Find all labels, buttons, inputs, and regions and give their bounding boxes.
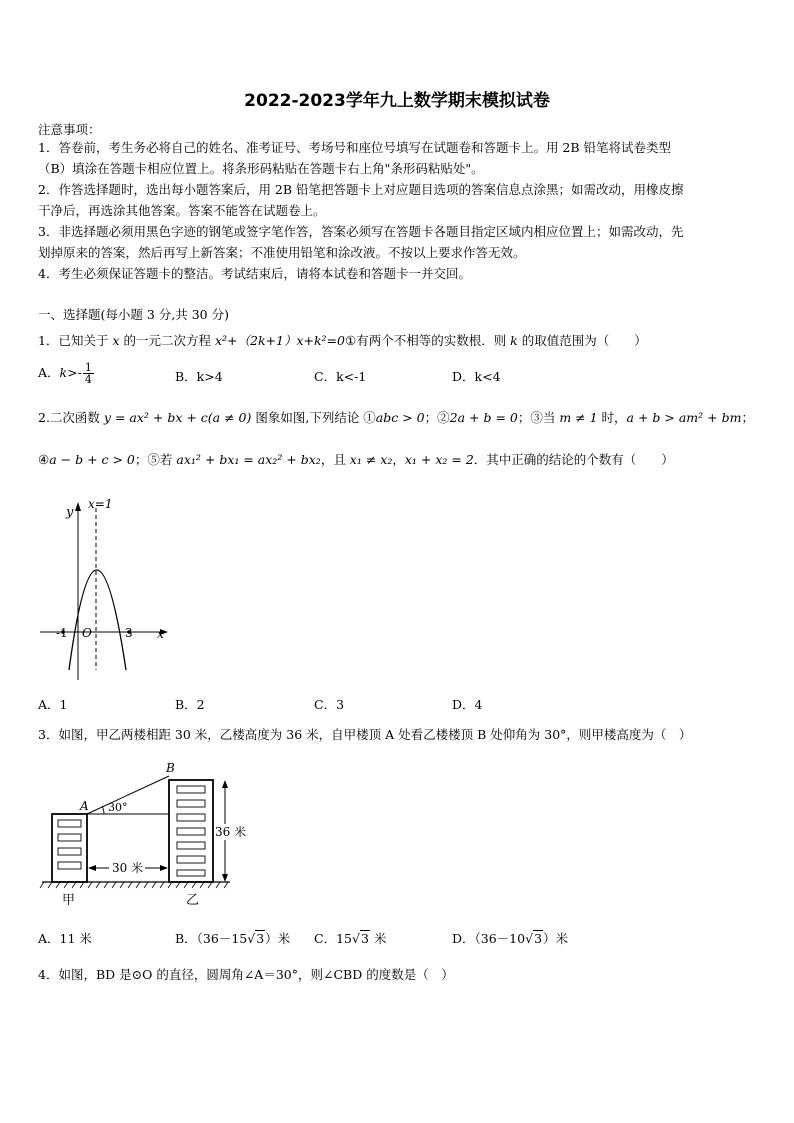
notice-line: 1．答卷前，考生务必将自己的姓名、准考证号、考场号和座位号填写在试题卷和答题卡上。用 2B 铅笔将试卷类型 [38, 140, 672, 155]
arrow-head [222, 874, 228, 882]
notice-line: 4．考生必须保证答题卡的整洁。考试结束后，请将本试卷和答题卡一并交回。 [38, 266, 471, 281]
fraction: $\frac{1}{4}$ [84, 361, 92, 386]
arrow-head [160, 865, 168, 871]
height-label: 36 米 [215, 825, 247, 839]
x-axis-label: x [157, 627, 164, 641]
q2-option-b[interactable]: B．2 [175, 697, 205, 712]
notice-heading: 注意事项： [38, 122, 101, 137]
question-4-text: 4．如图，BD 是⊙O 的直径，圆周角∠A＝30°，则∠CBD 的度数是（ ） [38, 967, 454, 982]
question-2-line-1: 2.二次函数 y = ax² + bx + c(a ≠ 0) 图象如图,下列结论 ①abc > 0；②2a + b = 0；③当 m ≠ 1 时，a + b > am² + bm； [38, 410, 754, 425]
y-axis-label: y [66, 505, 74, 520]
q3-option-d[interactable]: D．（36－10√3）米 [452, 931, 569, 946]
question-2-line-2: ④a − b + c > 0；⑤若 ax₁² + bx₁ = ax₂² + bx₂，且 x₁ ≠ x₂，x₁ + x₂ = 2．其中正确的结论的个数有（ ） [38, 452, 674, 467]
notice-line: 2．作答选择题时，选出每小题答案后，用 2B 铅笔把答题卡上对应题目选项的答案信息点涂黑；如需改动，用橡皮擦 [38, 182, 684, 197]
buildings-figure [38, 758, 258, 908]
angle-label: 30° [108, 801, 128, 814]
q2-option-d[interactable]: D．4 [452, 697, 483, 712]
angle-arc [102, 806, 104, 814]
y-axis-arrow [75, 502, 81, 511]
building-yi [169, 780, 213, 882]
arrow-head [222, 780, 228, 788]
parabola-graph [40, 494, 180, 684]
symmetry-line-label: x=1 [88, 497, 113, 511]
right-root-label: 3 [125, 626, 133, 640]
q3-option-c[interactable]: C．15√3 米 [314, 931, 387, 946]
point-b-label: B [166, 761, 175, 775]
question-3-text: 3．如图，甲乙两楼相距 30 米，乙楼高度为 36 米，自甲楼顶 A 处看乙楼楼顶 B 处仰角为 30°，则甲楼高度为（ ） [38, 727, 692, 742]
q1-option-a[interactable]: A．k>- $\frac{1}{4}$ [38, 361, 92, 386]
q1-option-b[interactable]: B．k>4 [175, 369, 223, 384]
notice-line: 划掉原来的答案，然后再写上新答案；不准使用铅笔和涂改液。不按以上要求作答无效。 [38, 245, 526, 260]
q1-option-d[interactable]: D．k<4 [452, 369, 501, 384]
q2-option-a[interactable]: A．1 [38, 697, 68, 712]
q3-option-b[interactable]: B．（36－15√3）米 [175, 931, 291, 946]
sight-line [87, 776, 169, 814]
page-title: 2022-2023学年九上数学期末模拟试卷 [244, 91, 550, 111]
notice-line: 3．非选择题必须用黑色字迹的钢笔或签字笔作答，答案必须写在答题卡各题目指定区域内相应位置上；如需改动，先 [38, 224, 684, 239]
q3-option-a[interactable]: A．11 米 [38, 931, 92, 946]
building-yi-label: 乙 [186, 893, 200, 908]
section-heading: 一、选择题(每小题 3 分,共 30 分) [38, 307, 229, 322]
q1-option-c[interactable]: C．k<-1 [314, 369, 367, 384]
building-jia-label: 甲 [62, 893, 76, 908]
arrow-head [88, 865, 96, 871]
question-1-text: 1．已知关于 x 的一元二次方程 x²+（2k+1）x+k²=0①有两个不相等的实数根．则 k 的取值范围为（ ） [38, 333, 647, 348]
point-a-label: A [80, 799, 89, 813]
left-root-label: -1 [56, 626, 68, 640]
origin-label: O [82, 626, 92, 640]
q2-option-c[interactable]: C．3 [314, 697, 345, 712]
distance-label: 30 米 [112, 861, 144, 875]
notice-line: （B）填涂在答题卡相应位置上。将条形码粘贴在答题卡右上角"条形码粘贴处"。 [38, 161, 484, 176]
notice-line: 干净后，再选涂其他答案。答案不能答在试题卷上。 [38, 203, 326, 218]
ground-hatching [40, 882, 228, 888]
